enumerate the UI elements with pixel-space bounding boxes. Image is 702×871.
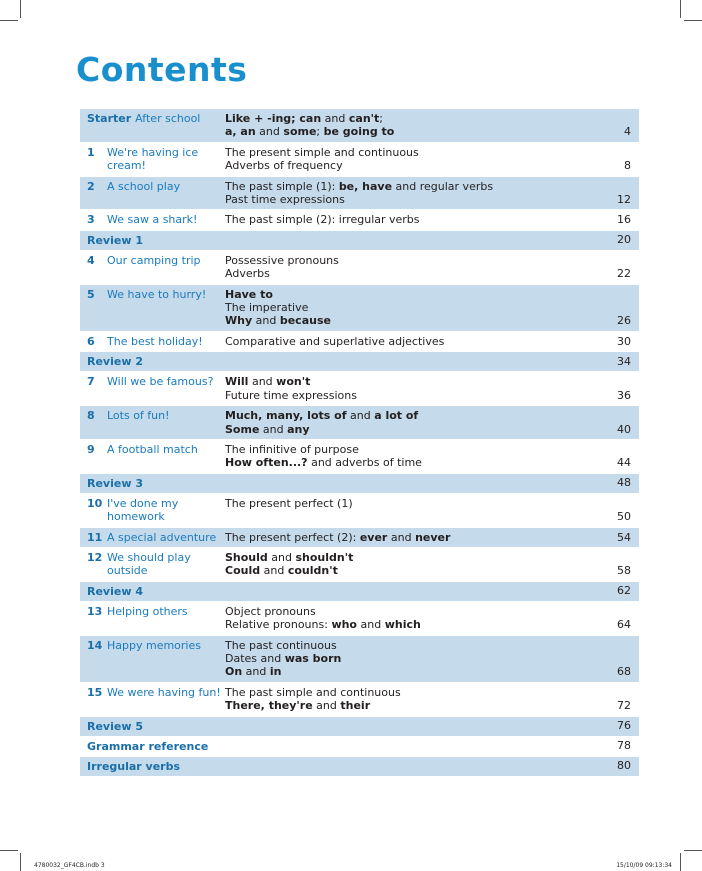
- language-text: Past time expressions: [225, 193, 345, 207]
- page-number: 54: [617, 530, 631, 544]
- page-number: 44: [617, 456, 631, 470]
- language-text: and: [242, 665, 270, 679]
- unit-row: [80, 682, 639, 716]
- language-text: and: [267, 550, 296, 564]
- language-text: The past continuous: [225, 638, 337, 652]
- unit-number: 12: [87, 550, 103, 564]
- language-focus: [225, 143, 639, 176]
- language-text: Why: [225, 314, 253, 328]
- unit-title: A football match: [107, 442, 198, 456]
- unit-row: [80, 405, 639, 439]
- language-text: and: [357, 618, 385, 632]
- language-line: [225, 301, 639, 314]
- section-label: Irregular verbs: [87, 759, 181, 773]
- crop-mark: [0, 850, 18, 851]
- language-focus: [225, 636, 639, 682]
- language-text: never: [415, 530, 451, 544]
- review-row: [80, 716, 639, 736]
- language-text: Like + -ing;: [225, 112, 300, 125]
- language-line: [225, 497, 639, 510]
- language-text: and: [346, 409, 375, 423]
- language-text: Have to: [225, 287, 273, 301]
- language-line: [225, 389, 639, 402]
- unit-title: We're having ice cream!: [107, 145, 199, 173]
- crop-mark: [680, 853, 681, 871]
- language-text: and: [312, 699, 341, 713]
- unit-title: A special adventure: [107, 530, 217, 544]
- unit-title: We should play outside: [107, 550, 191, 578]
- language-line: [225, 335, 639, 348]
- unit-row: [80, 331, 639, 351]
- language-text: The past simple and continuous: [225, 685, 401, 699]
- language-line: [225, 267, 639, 280]
- language-text: can: [299, 112, 322, 125]
- language-text: Object pronouns: [225, 604, 316, 618]
- review-row: [80, 351, 639, 371]
- language-text: a, an: [225, 125, 256, 139]
- language-text: can't: [348, 112, 380, 125]
- unit-row: [80, 250, 639, 284]
- language-line: [225, 510, 639, 523]
- language-text: ;: [379, 112, 384, 125]
- language-line: [225, 618, 639, 631]
- language-text: The present perfect (1): [225, 496, 353, 510]
- language-text: The infinitive of purpose: [225, 442, 359, 456]
- language-text: Could: [225, 564, 261, 578]
- language-line: [225, 375, 639, 388]
- page-number: 12: [617, 193, 631, 207]
- language-line: [225, 213, 639, 226]
- unit-title: Our camping trip: [107, 253, 201, 267]
- language-text: There, they're: [225, 699, 313, 713]
- language-line: [225, 605, 639, 618]
- language-text: Dates and: [225, 651, 285, 665]
- review-row: [80, 756, 639, 776]
- crop-mark: [680, 0, 681, 18]
- starter-label: Starter: [87, 112, 132, 125]
- language-text: and: [248, 375, 277, 389]
- unit-title: We were having fun!: [107, 685, 221, 699]
- review-row: [80, 230, 639, 250]
- language-text: Much, many, lots of: [225, 409, 347, 423]
- language-text: ;: [316, 125, 324, 139]
- unit-number: 7: [87, 375, 95, 389]
- page-number: 8: [624, 159, 631, 173]
- unit-row: [80, 547, 639, 581]
- language-text: shouldn't: [295, 550, 354, 564]
- page-number: 26: [617, 314, 631, 328]
- language-focus: [225, 683, 639, 716]
- unit-row: [80, 601, 639, 635]
- unit-title: Lots of fun!: [107, 409, 170, 423]
- language-focus: [225, 109, 639, 142]
- language-text: be, have: [338, 179, 393, 193]
- page-number: 20: [617, 233, 631, 247]
- unit-row: [80, 439, 639, 473]
- language-text: The present perfect (2):: [225, 530, 360, 544]
- language-line: [225, 443, 639, 456]
- language-line: [225, 531, 639, 544]
- unit-number: 2: [87, 179, 95, 193]
- page-number: 62: [617, 584, 631, 598]
- section-label: Review 2: [87, 355, 143, 369]
- page-number: 34: [617, 354, 631, 368]
- language-text: a lot of: [374, 409, 419, 423]
- page-number: 30: [617, 334, 631, 348]
- page-title: Contents: [76, 50, 248, 89]
- language-text: The present simple and continuous: [225, 145, 419, 159]
- unit-number: 13: [87, 604, 103, 618]
- language-line: [225, 423, 639, 436]
- language-line: [225, 551, 639, 564]
- language-focus: [225, 548, 639, 581]
- language-focus: [225, 251, 639, 284]
- unit-title: The best holiday!: [107, 334, 203, 348]
- crop-mark: [0, 20, 18, 21]
- language-line: [225, 159, 639, 172]
- language-text: How often...?: [225, 456, 308, 470]
- language-line: [225, 193, 639, 206]
- unit-row: [80, 284, 639, 331]
- language-text: be going to: [323, 125, 395, 139]
- footer-timestamp: 15/10/09 09:13:34: [616, 862, 672, 869]
- unit-number: 10: [87, 496, 103, 510]
- unit-title: We saw a shark!: [107, 213, 198, 227]
- unit-number: 5: [87, 287, 95, 301]
- unit-number: 11: [87, 530, 103, 544]
- language-line: [225, 254, 639, 267]
- language-focus: [225, 494, 639, 527]
- crop-mark: [20, 0, 21, 18]
- language-line: [225, 665, 639, 678]
- language-focus: [225, 440, 639, 473]
- language-text: and: [387, 530, 416, 544]
- language-text: Possessive pronouns: [225, 253, 339, 267]
- language-focus: [225, 210, 639, 229]
- language-text: Adverbs: [225, 267, 270, 281]
- unit-row: [80, 527, 639, 547]
- unit-number: 4: [87, 253, 95, 267]
- language-line: [225, 112, 639, 125]
- section-label: Grammar reference: [87, 739, 209, 753]
- page-number: 50: [617, 510, 631, 524]
- unit-row: [80, 209, 639, 229]
- page-number: 48: [617, 476, 631, 490]
- unit-row: [80, 635, 639, 682]
- unit-title: After school: [135, 112, 201, 125]
- language-line: [225, 639, 639, 652]
- language-text: The past simple (2): irregular verbs: [225, 213, 420, 227]
- unit-title: Helping others: [107, 604, 188, 618]
- section-label: Review 1: [87, 233, 143, 247]
- footer-file-name: 4780032_GF4CB.indb 3: [34, 862, 105, 869]
- crop-mark: [684, 850, 702, 851]
- language-line: [225, 125, 639, 138]
- language-text: The past simple (1):: [225, 179, 339, 193]
- language-text: who: [331, 618, 357, 632]
- language-text: won't: [276, 375, 311, 389]
- unit-title: I've done my homework: [107, 496, 179, 524]
- language-text: On: [225, 665, 243, 679]
- language-text: which: [384, 618, 421, 632]
- language-text: and: [252, 314, 280, 328]
- review-row: [80, 736, 639, 756]
- page-number: 80: [617, 759, 631, 773]
- language-focus: [225, 285, 639, 331]
- language-text: and: [321, 112, 349, 125]
- language-text: Some: [225, 422, 260, 436]
- page-number: 58: [617, 564, 631, 578]
- language-text: was born: [284, 651, 342, 665]
- unit-row: [80, 109, 639, 142]
- language-line: [225, 652, 639, 665]
- unit-row: [80, 371, 639, 405]
- language-text: and: [255, 125, 284, 139]
- language-focus: [225, 528, 639, 547]
- unit-title: Happy memories: [107, 638, 201, 652]
- unit-row: [80, 142, 639, 176]
- page-number: 76: [617, 719, 631, 733]
- language-text: and adverbs of time: [307, 456, 422, 470]
- language-text: Comparative and superlative adjectives: [225, 334, 445, 348]
- language-line: [225, 409, 639, 422]
- language-focus: [225, 372, 639, 405]
- language-focus: [225, 177, 639, 210]
- unit-number: 3: [87, 213, 95, 227]
- section-label: Review 3: [87, 476, 143, 490]
- unit-title: Will we be famous?: [107, 375, 214, 389]
- language-line: [225, 564, 639, 577]
- crop-mark: [20, 853, 21, 871]
- language-text: ever: [359, 530, 388, 544]
- language-focus: [225, 406, 639, 439]
- language-text: and: [259, 422, 288, 436]
- unit-number: 9: [87, 442, 95, 456]
- language-line: [225, 314, 639, 327]
- language-text: Relative pronouns:: [225, 618, 332, 632]
- page-number: 78: [617, 739, 631, 753]
- unit-number: 1: [87, 145, 95, 159]
- language-line: [225, 180, 639, 193]
- page-number: 40: [617, 422, 631, 436]
- review-row: [80, 473, 639, 493]
- unit-number: 6: [87, 334, 95, 348]
- crop-mark: [684, 20, 702, 21]
- page-number: 64: [617, 618, 631, 632]
- unit-row: [80, 493, 639, 527]
- language-line: [225, 146, 639, 159]
- page-number: 22: [617, 267, 631, 281]
- unit-number: 15: [87, 685, 103, 699]
- language-text: The imperative: [225, 301, 309, 315]
- language-text: Future time expressions: [225, 388, 357, 402]
- page-number: 36: [617, 388, 631, 402]
- page-number: 68: [617, 665, 631, 679]
- unit-title: We have to hurry!: [107, 287, 207, 301]
- section-label: Review 4: [87, 584, 143, 598]
- language-text: and: [260, 564, 288, 578]
- language-text: couldn't: [287, 564, 338, 578]
- language-line: [225, 288, 639, 301]
- language-text: in: [269, 665, 282, 679]
- language-text: Will: [225, 375, 249, 389]
- page-number: 72: [617, 699, 631, 713]
- page-number: 4: [624, 125, 631, 139]
- language-line: [225, 686, 639, 699]
- contents-table: [80, 109, 639, 776]
- review-row: [80, 581, 639, 601]
- unit-number: 14: [87, 638, 103, 652]
- language-text: and regular verbs: [392, 179, 494, 193]
- language-line: [225, 699, 639, 712]
- page-number: 16: [617, 213, 631, 227]
- language-focus: [225, 332, 639, 351]
- language-line: [225, 456, 639, 469]
- language-text: Adverbs of frequency: [225, 159, 343, 173]
- language-text: because: [279, 314, 331, 328]
- language-text: some: [283, 125, 317, 139]
- language-text: their: [340, 699, 371, 713]
- unit-row: [80, 176, 639, 210]
- unit-number: 8: [87, 409, 95, 423]
- language-text: Should: [225, 550, 268, 564]
- language-focus: [225, 602, 639, 635]
- language-text: any: [287, 422, 310, 436]
- unit-title: A school play: [107, 179, 181, 193]
- section-label: Review 5: [87, 719, 143, 733]
